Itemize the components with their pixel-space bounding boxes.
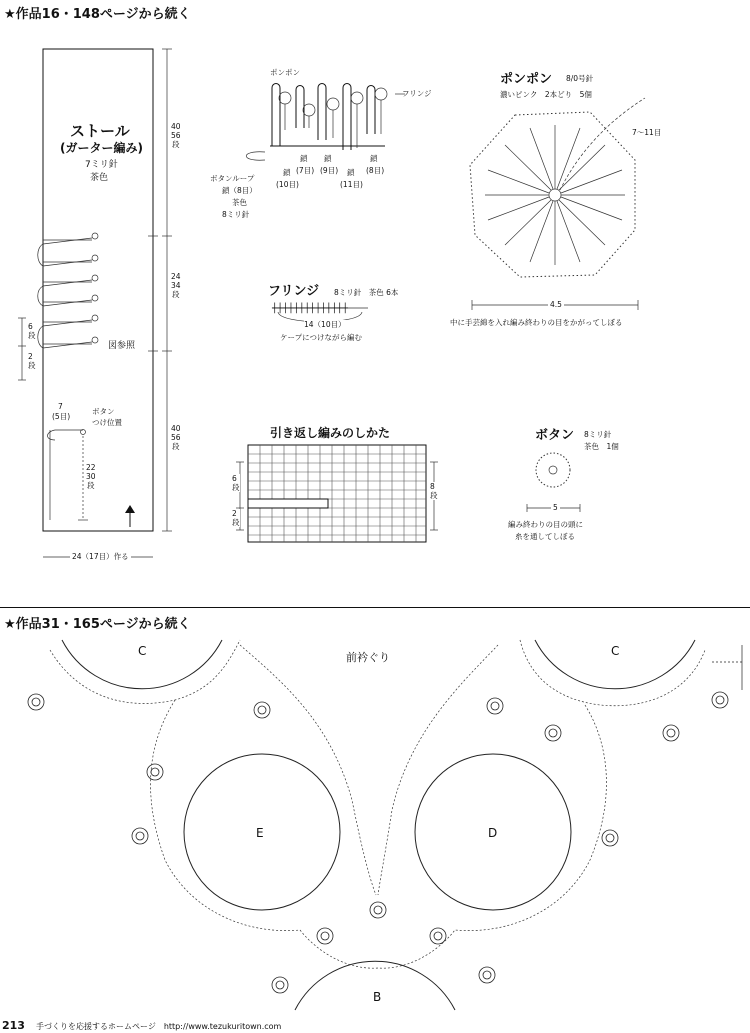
turning-left-6: 6 段 <box>232 474 240 492</box>
pompon-title: ポンポン <box>500 72 553 87</box>
pompon-count: 7〜11目 <box>632 128 662 137</box>
pompon-spec: 8/0号針 <box>566 74 594 83</box>
stole-left-2: 2 段 <box>28 352 36 370</box>
fringe-count2: (7目) <box>296 166 315 175</box>
label-c-right: C <box>611 644 620 658</box>
pompon-note: 中に手芸綿を入れ編み終わりの目をかがってしぼる <box>450 318 623 327</box>
turning-title: 引き返し編みのしかた <box>270 426 391 440</box>
fringe-count5: (8目) <box>366 166 385 175</box>
fringe-pompom-label: ポンポン <box>270 68 300 77</box>
pompon-size: 4.5 <box>550 300 562 309</box>
label-b: B <box>373 990 382 1004</box>
stole-ref-label: 図参照 <box>108 341 136 351</box>
stole-color: 茶色 <box>90 173 109 183</box>
button-color: 茶色 1個 <box>584 442 619 451</box>
button-loop-color: 茶色 <box>232 198 247 207</box>
fringe-spec-title: フリンジ <box>268 284 320 299</box>
stole-width-label: 24（17目）作る <box>72 552 129 561</box>
stole-subtitle: (ガーター編み) <box>60 141 143 155</box>
turning-left-2: 2 段 <box>232 509 240 527</box>
fringe-count3: (9目) <box>320 166 339 175</box>
button-loop-label: ボタンループ <box>210 174 255 183</box>
button-note1: 編み終わりの目の頭に <box>508 520 583 529</box>
button-title: ボタン <box>535 428 575 443</box>
fringe-spec-detail: 8ミリ針 茶色 6本 <box>334 288 399 297</box>
stole-needle: 7ミリ針 <box>85 160 118 170</box>
fringe-count1: (10目) <box>276 180 299 189</box>
stole-button-7: 7 <box>58 402 63 411</box>
stole-button-5: (5目) <box>52 412 71 421</box>
stole-title: ストール <box>70 122 130 140</box>
label-e: E <box>256 826 264 840</box>
fringe-chain5: 鎖 <box>370 154 378 163</box>
section2-header: ★作品31・165ページから続く <box>4 617 191 632</box>
fringe-fringe-label: フリンジ <box>402 89 432 98</box>
fringe-chain4: 鎖 <box>347 168 355 177</box>
stole-top-rows: 40 56 段 <box>171 122 181 149</box>
fringe-spec-count: 14（10目） <box>304 320 346 329</box>
label-c-left: C <box>138 644 147 658</box>
neck-label: 前衿ぐり <box>346 651 390 664</box>
stole-button-label2: つけ位置 <box>92 418 122 427</box>
button-note2: 糸を通してしぼる <box>515 532 575 541</box>
button-loop-chain: 鎖（8目） <box>222 186 257 195</box>
page-number: 213 <box>2 1019 25 1032</box>
stole-bottom-rows: 40 56 段 <box>171 424 181 451</box>
fringe-spec-note: ケープにつけながら編む <box>280 333 362 342</box>
svg-text:┼┼┼┼┼┼┼┼┼┼┼┼┼┼: ┼┼┼┼┼┼┼┼┼┼┼┼┼┼ <box>272 304 348 314</box>
button-loop-needle: 8ミリ針 <box>222 210 250 219</box>
button-size: 5 <box>553 503 558 512</box>
footer-text: 手づくりを応援するホームページ http://www.tezukuritown.com <box>36 1022 282 1031</box>
fringe-chain3: 鎖 <box>324 154 332 163</box>
stole-button-label: ボタン <box>92 407 115 416</box>
turning-right-8: 8 段 <box>430 482 438 500</box>
button-spec: 8ミリ針 <box>584 430 612 439</box>
fringe-chain1: 鎖 <box>283 168 291 177</box>
section1-header: ★作品16・148ページから続く <box>4 7 191 22</box>
stole-left-6: 6 段 <box>28 322 36 340</box>
fringe-count4: (11目) <box>340 180 363 189</box>
pompon-color: 濃いピンク 2本どり 5個 <box>500 90 592 99</box>
stole-mid-rows: 24 34 段 <box>171 272 181 299</box>
label-d: D <box>488 826 498 840</box>
stole-rows-22: 22 30 段 <box>86 463 96 490</box>
fringe-chain2: 鎖 <box>300 154 308 163</box>
